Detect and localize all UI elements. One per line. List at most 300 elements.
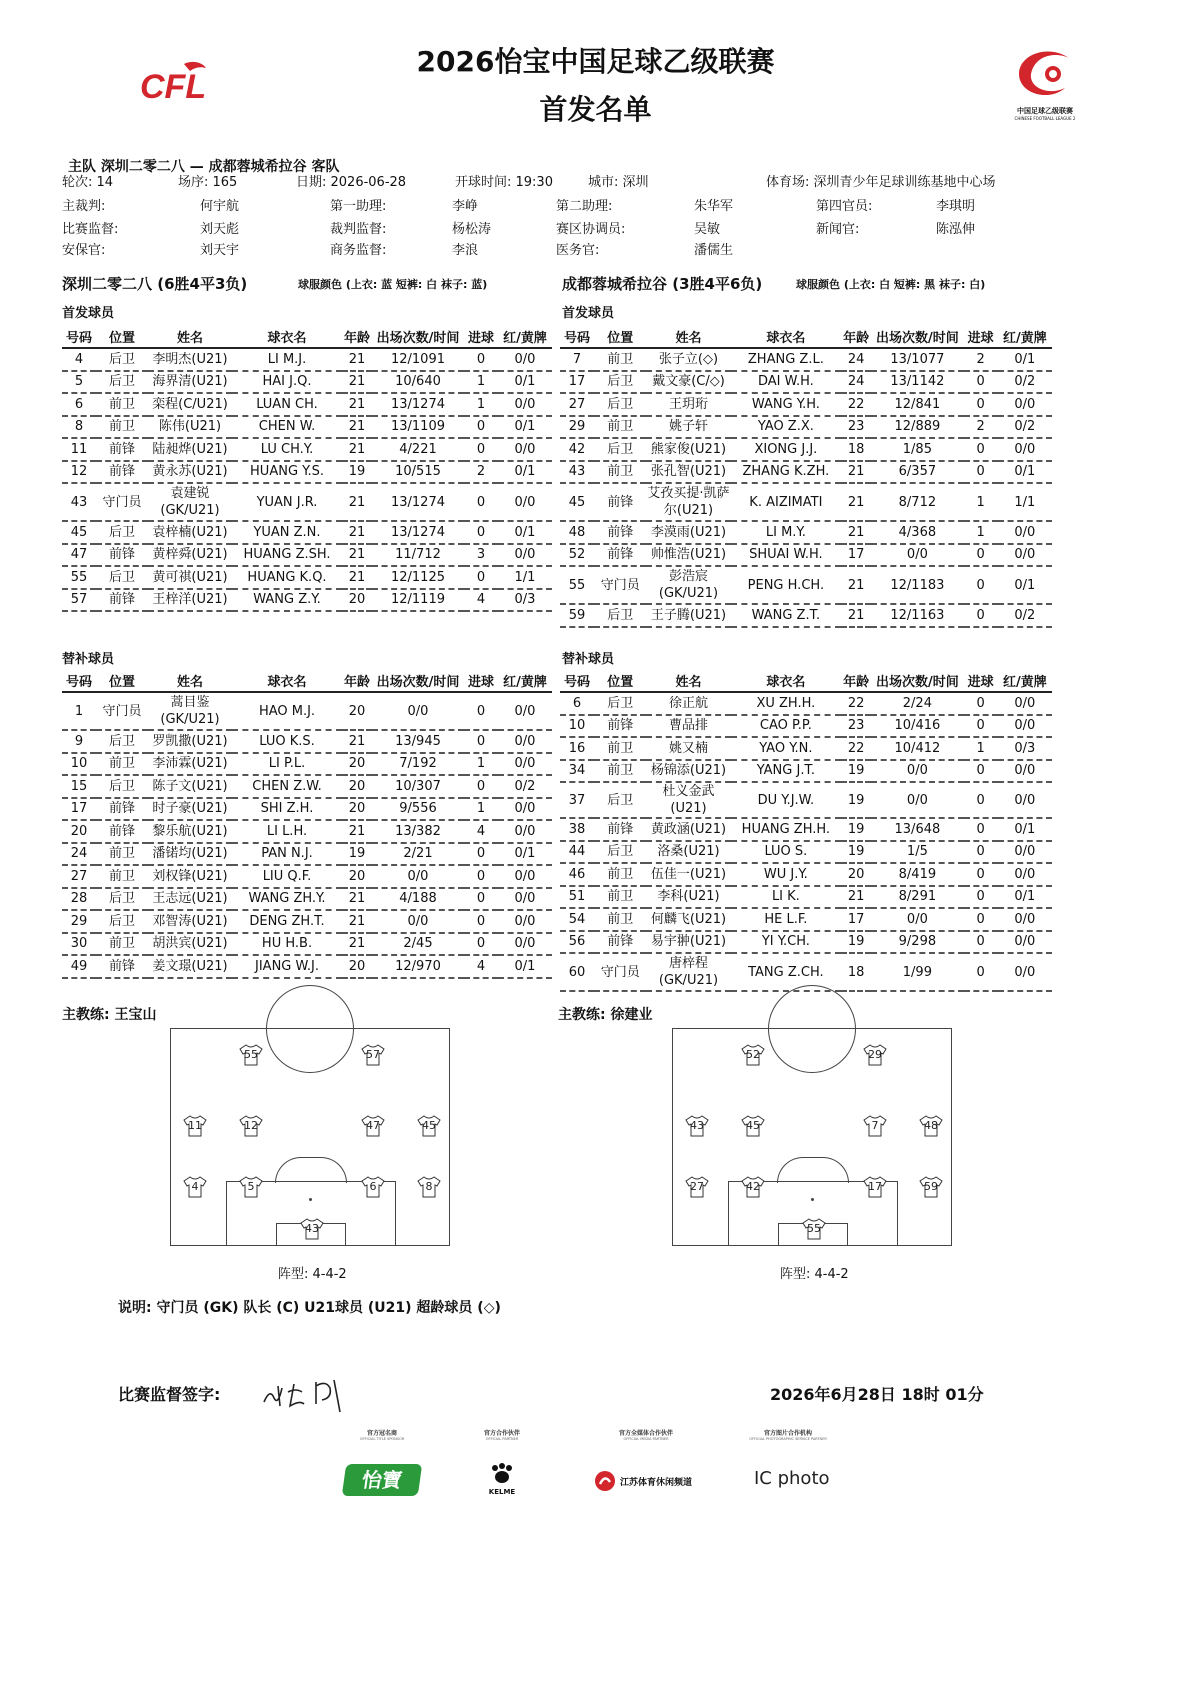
shirt-name: WANG Y.H. bbox=[731, 393, 841, 416]
player-number: 6 bbox=[560, 692, 594, 715]
cards: 0/0 bbox=[498, 393, 552, 416]
appearances: 10/307 bbox=[372, 775, 464, 798]
away-coach: 主教练: 徐建业 bbox=[558, 1007, 653, 1023]
player-age: 21 bbox=[841, 483, 871, 521]
column-header: 红/黄牌 bbox=[498, 670, 552, 692]
table-row bbox=[560, 521, 1052, 544]
cards: 0/3 bbox=[498, 589, 552, 612]
goals: 0 bbox=[964, 931, 998, 954]
table-row bbox=[560, 348, 1052, 371]
player-age: 21 bbox=[841, 461, 871, 484]
appearances: 10/515 bbox=[372, 461, 464, 484]
player-position: 后卫 bbox=[594, 393, 646, 416]
player-age: 21 bbox=[841, 566, 871, 604]
goals: 1 bbox=[464, 753, 498, 776]
info-stadium: 体育场: 深圳青少年足球训练基地中心场 bbox=[766, 175, 996, 190]
player-name: 李沛霖(U21) bbox=[148, 753, 232, 776]
player-name: 曹品排 bbox=[646, 715, 730, 738]
player-position: 后卫 bbox=[96, 910, 148, 933]
player-position: 守门员 bbox=[594, 953, 646, 991]
cards: 1/1 bbox=[498, 566, 552, 589]
shirt-number: 29 bbox=[868, 1048, 882, 1061]
goals: 0 bbox=[964, 692, 998, 715]
player-shirt-icon bbox=[863, 1115, 887, 1137]
shirt-name: SHI Z.H. bbox=[232, 798, 342, 821]
table-row bbox=[62, 798, 552, 821]
player-age: 20 bbox=[841, 863, 871, 886]
player-shirt-icon bbox=[300, 1218, 324, 1240]
shirt-number: 4 bbox=[191, 1180, 199, 1193]
shirt-name: HUANG Y.S. bbox=[232, 461, 342, 484]
shirt-name: DAI W.H. bbox=[731, 371, 841, 394]
shirt-name: LI M.J. bbox=[232, 348, 342, 371]
player-number: 11 bbox=[62, 438, 96, 461]
player-age: 17 bbox=[841, 908, 871, 931]
away-starters-heading: 首发球员 bbox=[562, 306, 615, 321]
cards: 0/0 bbox=[998, 760, 1052, 783]
player-age: 18 bbox=[841, 438, 871, 461]
player-position: 前锋 bbox=[594, 544, 646, 567]
appearances: 13/648 bbox=[871, 818, 963, 841]
shirt-number: 7 bbox=[871, 1119, 879, 1132]
goals: 0 bbox=[964, 371, 998, 394]
appearances: 10/640 bbox=[372, 371, 464, 394]
player-position: 前锋 bbox=[96, 589, 148, 612]
goals: 0 bbox=[464, 888, 498, 911]
cards: 0/0 bbox=[498, 483, 552, 521]
official-value: 朱华军 bbox=[694, 199, 734, 214]
player-number: 55 bbox=[560, 566, 594, 604]
goals: 0 bbox=[964, 715, 998, 738]
goals: 0 bbox=[464, 775, 498, 798]
cards: 0/0 bbox=[498, 348, 552, 371]
player-position: 后卫 bbox=[594, 841, 646, 864]
shirt-name: YANG J.T. bbox=[731, 760, 841, 783]
cards: 0/0 bbox=[498, 438, 552, 461]
player-age: 21 bbox=[342, 521, 372, 544]
column-header: 姓名 bbox=[148, 670, 232, 692]
away-formation-pitch bbox=[672, 1028, 952, 1246]
column-header: 进球 bbox=[464, 670, 498, 692]
table-row bbox=[62, 692, 552, 730]
column-header: 姓名 bbox=[646, 670, 730, 692]
column-header: 位置 bbox=[594, 670, 646, 692]
appearances: 12/1091 bbox=[372, 348, 464, 371]
player-position: 后卫 bbox=[594, 782, 646, 818]
home-kit-colors: 球服颜色 (上衣: 蓝 短裤: 白 袜子: 蓝) bbox=[298, 278, 488, 291]
appearances: 13/1109 bbox=[372, 416, 464, 439]
player-number: 56 bbox=[560, 931, 594, 954]
appearances: 12/1163 bbox=[871, 604, 963, 627]
player-position: 前锋 bbox=[96, 798, 148, 821]
player-position: 后卫 bbox=[594, 692, 646, 715]
goals: 0 bbox=[964, 604, 998, 627]
player-age: 21 bbox=[342, 371, 372, 394]
cards: 0/0 bbox=[498, 888, 552, 911]
player-age: 21 bbox=[841, 604, 871, 627]
table-row bbox=[62, 566, 552, 589]
goals: 0 bbox=[464, 348, 498, 371]
appearances: 12/1119 bbox=[372, 589, 464, 612]
cards: 0/2 bbox=[498, 775, 552, 798]
player-age: 20 bbox=[342, 955, 372, 978]
player-name: 彭浩宸(GK/U21) bbox=[646, 566, 730, 604]
cards: 0/0 bbox=[498, 798, 552, 821]
player-name: 陈伟(U21) bbox=[148, 416, 232, 439]
player-name: 张孔智(U21) bbox=[646, 461, 730, 484]
signature-datetime: 2026年6月28日 18时 01分 bbox=[770, 1385, 984, 1404]
player-position: 后卫 bbox=[96, 775, 148, 798]
player-name: 张子立(◇) bbox=[646, 348, 730, 371]
player-position: 后卫 bbox=[594, 371, 646, 394]
player-number: 55 bbox=[62, 566, 96, 589]
sponsor-logo-cbest: 怡寶 bbox=[342, 1464, 422, 1496]
shirt-number: 43 bbox=[305, 1222, 319, 1235]
appearances: 13/1077 bbox=[871, 348, 963, 371]
table-row bbox=[560, 818, 1052, 841]
player-number: 6 bbox=[62, 393, 96, 416]
player-name: 王志远(U21) bbox=[148, 888, 232, 911]
sponsor-logo-kelme: KELME bbox=[482, 1462, 522, 1496]
player-name: 李科(U21) bbox=[646, 886, 730, 909]
player-position: 前锋 bbox=[96, 438, 148, 461]
goals: 0 bbox=[964, 438, 998, 461]
cards: 0/1 bbox=[998, 818, 1052, 841]
column-header: 球衣名 bbox=[731, 670, 841, 692]
shirt-name: ZHANG K.ZH. bbox=[731, 461, 841, 484]
appearances: 6/357 bbox=[871, 461, 963, 484]
player-shirt-icon bbox=[863, 1044, 887, 1066]
cards: 0/1 bbox=[998, 348, 1052, 371]
player-name: 黄政涵(U21) bbox=[646, 818, 730, 841]
player-number: 42 bbox=[560, 438, 594, 461]
player-name: 王梓洋(U21) bbox=[148, 589, 232, 612]
appearances: 0/0 bbox=[372, 692, 464, 730]
player-number: 44 bbox=[560, 841, 594, 864]
home-subs-table bbox=[62, 670, 552, 979]
player-age: 22 bbox=[841, 737, 871, 760]
home-team-name: 深圳二零二八 (6胜4平3负) bbox=[62, 275, 248, 293]
shirt-name: DENG ZH.T. bbox=[232, 910, 342, 933]
column-header: 出场次数/时间 bbox=[372, 326, 464, 348]
player-age: 24 bbox=[841, 348, 871, 371]
cards: 0/1 bbox=[998, 886, 1052, 909]
official-value: 李琪明 bbox=[936, 199, 976, 214]
player-number: 45 bbox=[62, 521, 96, 544]
table-row bbox=[62, 955, 552, 978]
player-number: 1 bbox=[62, 692, 96, 730]
sponsor-logo-icphoto: IC photo bbox=[754, 1468, 830, 1489]
goals: 0 bbox=[464, 416, 498, 439]
table-row bbox=[560, 692, 1052, 715]
cards: 0/0 bbox=[998, 715, 1052, 738]
player-shirt-icon bbox=[361, 1176, 385, 1198]
shirt-number: 55 bbox=[244, 1048, 258, 1061]
player-name: 易宇翀(U21) bbox=[646, 931, 730, 954]
player-number: 54 bbox=[560, 908, 594, 931]
appearances: 13/1274 bbox=[372, 483, 464, 521]
player-number: 60 bbox=[560, 953, 594, 991]
player-name: 海界清(U21) bbox=[148, 371, 232, 394]
player-position: 前卫 bbox=[96, 393, 148, 416]
info-city: 城市: 深圳 bbox=[588, 175, 649, 190]
appearances: 13/382 bbox=[372, 820, 464, 843]
shirt-number: 12 bbox=[244, 1119, 258, 1132]
info-kickoff: 开球时间: 19:30 bbox=[455, 175, 553, 190]
shirt-name: LU CH.Y. bbox=[232, 438, 342, 461]
home-starters-table bbox=[62, 326, 552, 612]
signature-label: 比赛监督签字: bbox=[118, 1385, 221, 1404]
player-name: 邓智涛(U21) bbox=[148, 910, 232, 933]
appearances: 12/889 bbox=[871, 416, 963, 439]
player-number: 7 bbox=[560, 348, 594, 371]
appearances: 4/221 bbox=[372, 438, 464, 461]
player-position: 后卫 bbox=[96, 521, 148, 544]
column-header: 位置 bbox=[96, 326, 148, 348]
legend-note: 说明: 守门员 (GK) 队长 (C) U21球员 (U21) 超龄球员 (◇) bbox=[118, 1300, 501, 1316]
player-age: 19 bbox=[841, 931, 871, 954]
cards: 0/0 bbox=[498, 933, 552, 956]
page-title: 2026怡宝中国足球乙级联赛 bbox=[416, 45, 775, 78]
appearances: 0/0 bbox=[871, 760, 963, 783]
shirt-name: JIANG W.J. bbox=[232, 955, 342, 978]
cards: 0/0 bbox=[998, 863, 1052, 886]
goals: 0 bbox=[464, 843, 498, 866]
column-header: 位置 bbox=[96, 670, 148, 692]
goals: 1 bbox=[964, 521, 998, 544]
player-name: 熊家俊(U21) bbox=[646, 438, 730, 461]
shirt-name: CHEN Z.W. bbox=[232, 775, 342, 798]
shirt-number: 5 bbox=[247, 1180, 255, 1193]
jstv-icon bbox=[594, 1470, 616, 1492]
table-row bbox=[62, 438, 552, 461]
cards: 0/0 bbox=[998, 782, 1052, 818]
player-position: 后卫 bbox=[594, 604, 646, 627]
table-row bbox=[62, 544, 552, 567]
goals: 0 bbox=[464, 483, 498, 521]
player-shirt-icon bbox=[417, 1176, 441, 1198]
goals: 2 bbox=[964, 416, 998, 439]
player-position: 前卫 bbox=[594, 886, 646, 909]
appearances: 10/416 bbox=[871, 715, 963, 738]
table-row bbox=[62, 348, 552, 371]
column-header: 球衣名 bbox=[731, 326, 841, 348]
official-label: 医务官: bbox=[556, 243, 600, 258]
appearances: 12/1183 bbox=[871, 566, 963, 604]
info-round: 轮次: 14 bbox=[62, 175, 114, 190]
cards: 0/0 bbox=[498, 820, 552, 843]
appearances: 13/945 bbox=[372, 730, 464, 753]
column-header: 号码 bbox=[62, 670, 96, 692]
player-name: 唐梓程(GK/U21) bbox=[646, 953, 730, 991]
player-age: 20 bbox=[342, 865, 372, 888]
player-name: 潘锘均(U21) bbox=[148, 843, 232, 866]
appearances: 2/24 bbox=[871, 692, 963, 715]
player-number: 24 bbox=[62, 843, 96, 866]
player-number: 43 bbox=[560, 461, 594, 484]
player-number: 4 bbox=[62, 348, 96, 371]
player-name: 陆昶烨(U21) bbox=[148, 438, 232, 461]
column-header: 出场次数/时间 bbox=[871, 670, 963, 692]
official-value: 李峥 bbox=[452, 199, 479, 214]
shirt-name: WANG Z.T. bbox=[731, 604, 841, 627]
shirt-number: 57 bbox=[366, 1048, 380, 1061]
player-age: 21 bbox=[342, 438, 372, 461]
official-label: 新闻官: bbox=[816, 222, 860, 237]
player-number: 17 bbox=[560, 371, 594, 394]
official-label: 裁判监督: bbox=[330, 222, 387, 237]
player-position: 后卫 bbox=[594, 438, 646, 461]
player-age: 21 bbox=[342, 416, 372, 439]
shirt-name: CHEN W. bbox=[232, 416, 342, 439]
player-name: 蒿目鉴(GK/U21) bbox=[148, 692, 232, 730]
official-value: 潘儒生 bbox=[694, 243, 734, 258]
shirt-number: 42 bbox=[746, 1180, 760, 1193]
player-shirt-icon bbox=[239, 1176, 263, 1198]
player-position: 前卫 bbox=[96, 753, 148, 776]
shirt-number: 6 bbox=[369, 1180, 377, 1193]
column-header: 球衣名 bbox=[232, 326, 342, 348]
player-name: 王子腾(U21) bbox=[646, 604, 730, 627]
cards: 0/2 bbox=[998, 416, 1052, 439]
shirt-name: YUAN J.R. bbox=[232, 483, 342, 521]
player-age: 21 bbox=[342, 393, 372, 416]
cards: 0/0 bbox=[998, 438, 1052, 461]
table-row bbox=[560, 438, 1052, 461]
player-age: 18 bbox=[841, 953, 871, 991]
player-age: 21 bbox=[342, 566, 372, 589]
column-header: 年龄 bbox=[841, 670, 871, 692]
player-shirt-icon bbox=[919, 1115, 943, 1137]
shirt-name: LUAN CH. bbox=[232, 393, 342, 416]
column-header: 进球 bbox=[964, 670, 998, 692]
goals: 0 bbox=[464, 521, 498, 544]
goals: 4 bbox=[464, 820, 498, 843]
paw-icon bbox=[490, 1462, 514, 1484]
shirt-name: PENG H.CH. bbox=[731, 566, 841, 604]
league-logo-caption-en: CHINESE FOOTBALL LEAGUE 2 bbox=[1014, 116, 1076, 121]
shirt-name: XU ZH.H. bbox=[731, 692, 841, 715]
official-value: 刘天宇 bbox=[200, 243, 240, 258]
appearances: 7/192 bbox=[372, 753, 464, 776]
player-number: 51 bbox=[560, 886, 594, 909]
column-header: 号码 bbox=[560, 326, 594, 348]
player-number: 27 bbox=[62, 865, 96, 888]
shirt-name: YAO Y.N. bbox=[731, 737, 841, 760]
player-position: 前卫 bbox=[594, 908, 646, 931]
player-position: 前锋 bbox=[96, 820, 148, 843]
player-number: 43 bbox=[62, 483, 96, 521]
player-position: 前锋 bbox=[594, 521, 646, 544]
player-number: 5 bbox=[62, 371, 96, 394]
appearances: 2/21 bbox=[372, 843, 464, 866]
supervisor-signature bbox=[258, 1372, 354, 1420]
player-position: 前锋 bbox=[96, 955, 148, 978]
player-name: 王玥珩 bbox=[646, 393, 730, 416]
player-position: 后卫 bbox=[96, 566, 148, 589]
appearances: 9/298 bbox=[871, 931, 963, 954]
shirt-name: K. AIZIMATI bbox=[731, 483, 841, 521]
player-position: 前锋 bbox=[96, 461, 148, 484]
shirt-name: LI K. bbox=[731, 886, 841, 909]
official-label: 主裁判: bbox=[62, 199, 106, 214]
shirt-name: ZHANG Z.L. bbox=[731, 348, 841, 371]
player-number: 9 bbox=[62, 730, 96, 753]
player-number: 38 bbox=[560, 818, 594, 841]
official-label: 第二助理: bbox=[556, 199, 613, 214]
player-number: 52 bbox=[560, 544, 594, 567]
official-value: 吴敏 bbox=[694, 222, 721, 237]
cards: 0/1 bbox=[498, 461, 552, 484]
player-number: 45 bbox=[560, 483, 594, 521]
appearances: 8/419 bbox=[871, 863, 963, 886]
away-team-name: 成都蓉城希拉谷 (3胜4平6负) bbox=[562, 275, 763, 293]
cards: 0/2 bbox=[998, 604, 1052, 627]
appearances: 9/556 bbox=[372, 798, 464, 821]
shirt-number: 55 bbox=[807, 1222, 821, 1235]
table-row bbox=[62, 483, 552, 521]
goals: 0 bbox=[964, 908, 998, 931]
table-row bbox=[62, 461, 552, 484]
player-number: 15 bbox=[62, 775, 96, 798]
table-row bbox=[62, 371, 552, 394]
goals: 0 bbox=[464, 910, 498, 933]
player-position: 前卫 bbox=[96, 416, 148, 439]
table-row bbox=[62, 933, 552, 956]
goals: 4 bbox=[464, 589, 498, 612]
shirt-name: YUAN Z.N. bbox=[232, 521, 342, 544]
cards: 0/0 bbox=[998, 931, 1052, 954]
player-age: 22 bbox=[841, 393, 871, 416]
table-row bbox=[62, 820, 552, 843]
player-position: 后卫 bbox=[96, 371, 148, 394]
appearances: 12/1125 bbox=[372, 566, 464, 589]
player-number: 12 bbox=[62, 461, 96, 484]
away-subs-table bbox=[560, 670, 1052, 992]
column-header: 红/黄牌 bbox=[998, 326, 1052, 348]
column-header: 年龄 bbox=[342, 326, 372, 348]
cards: 0/3 bbox=[998, 737, 1052, 760]
goals: 0 bbox=[464, 692, 498, 730]
goals: 0 bbox=[964, 461, 998, 484]
shirt-name: CAO P.P. bbox=[731, 715, 841, 738]
player-position: 守门员 bbox=[594, 566, 646, 604]
shirt-name: HUANG Z.SH. bbox=[232, 544, 342, 567]
table-row bbox=[560, 715, 1052, 738]
player-age: 21 bbox=[342, 730, 372, 753]
table-row bbox=[62, 393, 552, 416]
shirt-name: DU Y.J.W. bbox=[731, 782, 841, 818]
player-shirt-icon bbox=[361, 1115, 385, 1137]
player-age: 21 bbox=[841, 521, 871, 544]
appearances: 4/368 bbox=[871, 521, 963, 544]
player-shirt-icon bbox=[183, 1176, 207, 1198]
player-name: 徐正航 bbox=[646, 692, 730, 715]
shirt-number: 52 bbox=[746, 1048, 760, 1061]
column-header: 位置 bbox=[594, 326, 646, 348]
table-row bbox=[560, 566, 1052, 604]
goals: 0 bbox=[964, 818, 998, 841]
goals: 0 bbox=[964, 953, 998, 991]
shirt-name: HU H.B. bbox=[232, 933, 342, 956]
column-header: 号码 bbox=[560, 670, 594, 692]
table-row bbox=[560, 416, 1052, 439]
player-shirt-icon bbox=[183, 1115, 207, 1137]
goals: 0 bbox=[964, 566, 998, 604]
player-shirt-icon bbox=[239, 1115, 263, 1137]
player-age: 20 bbox=[342, 775, 372, 798]
player-number: 47 bbox=[62, 544, 96, 567]
